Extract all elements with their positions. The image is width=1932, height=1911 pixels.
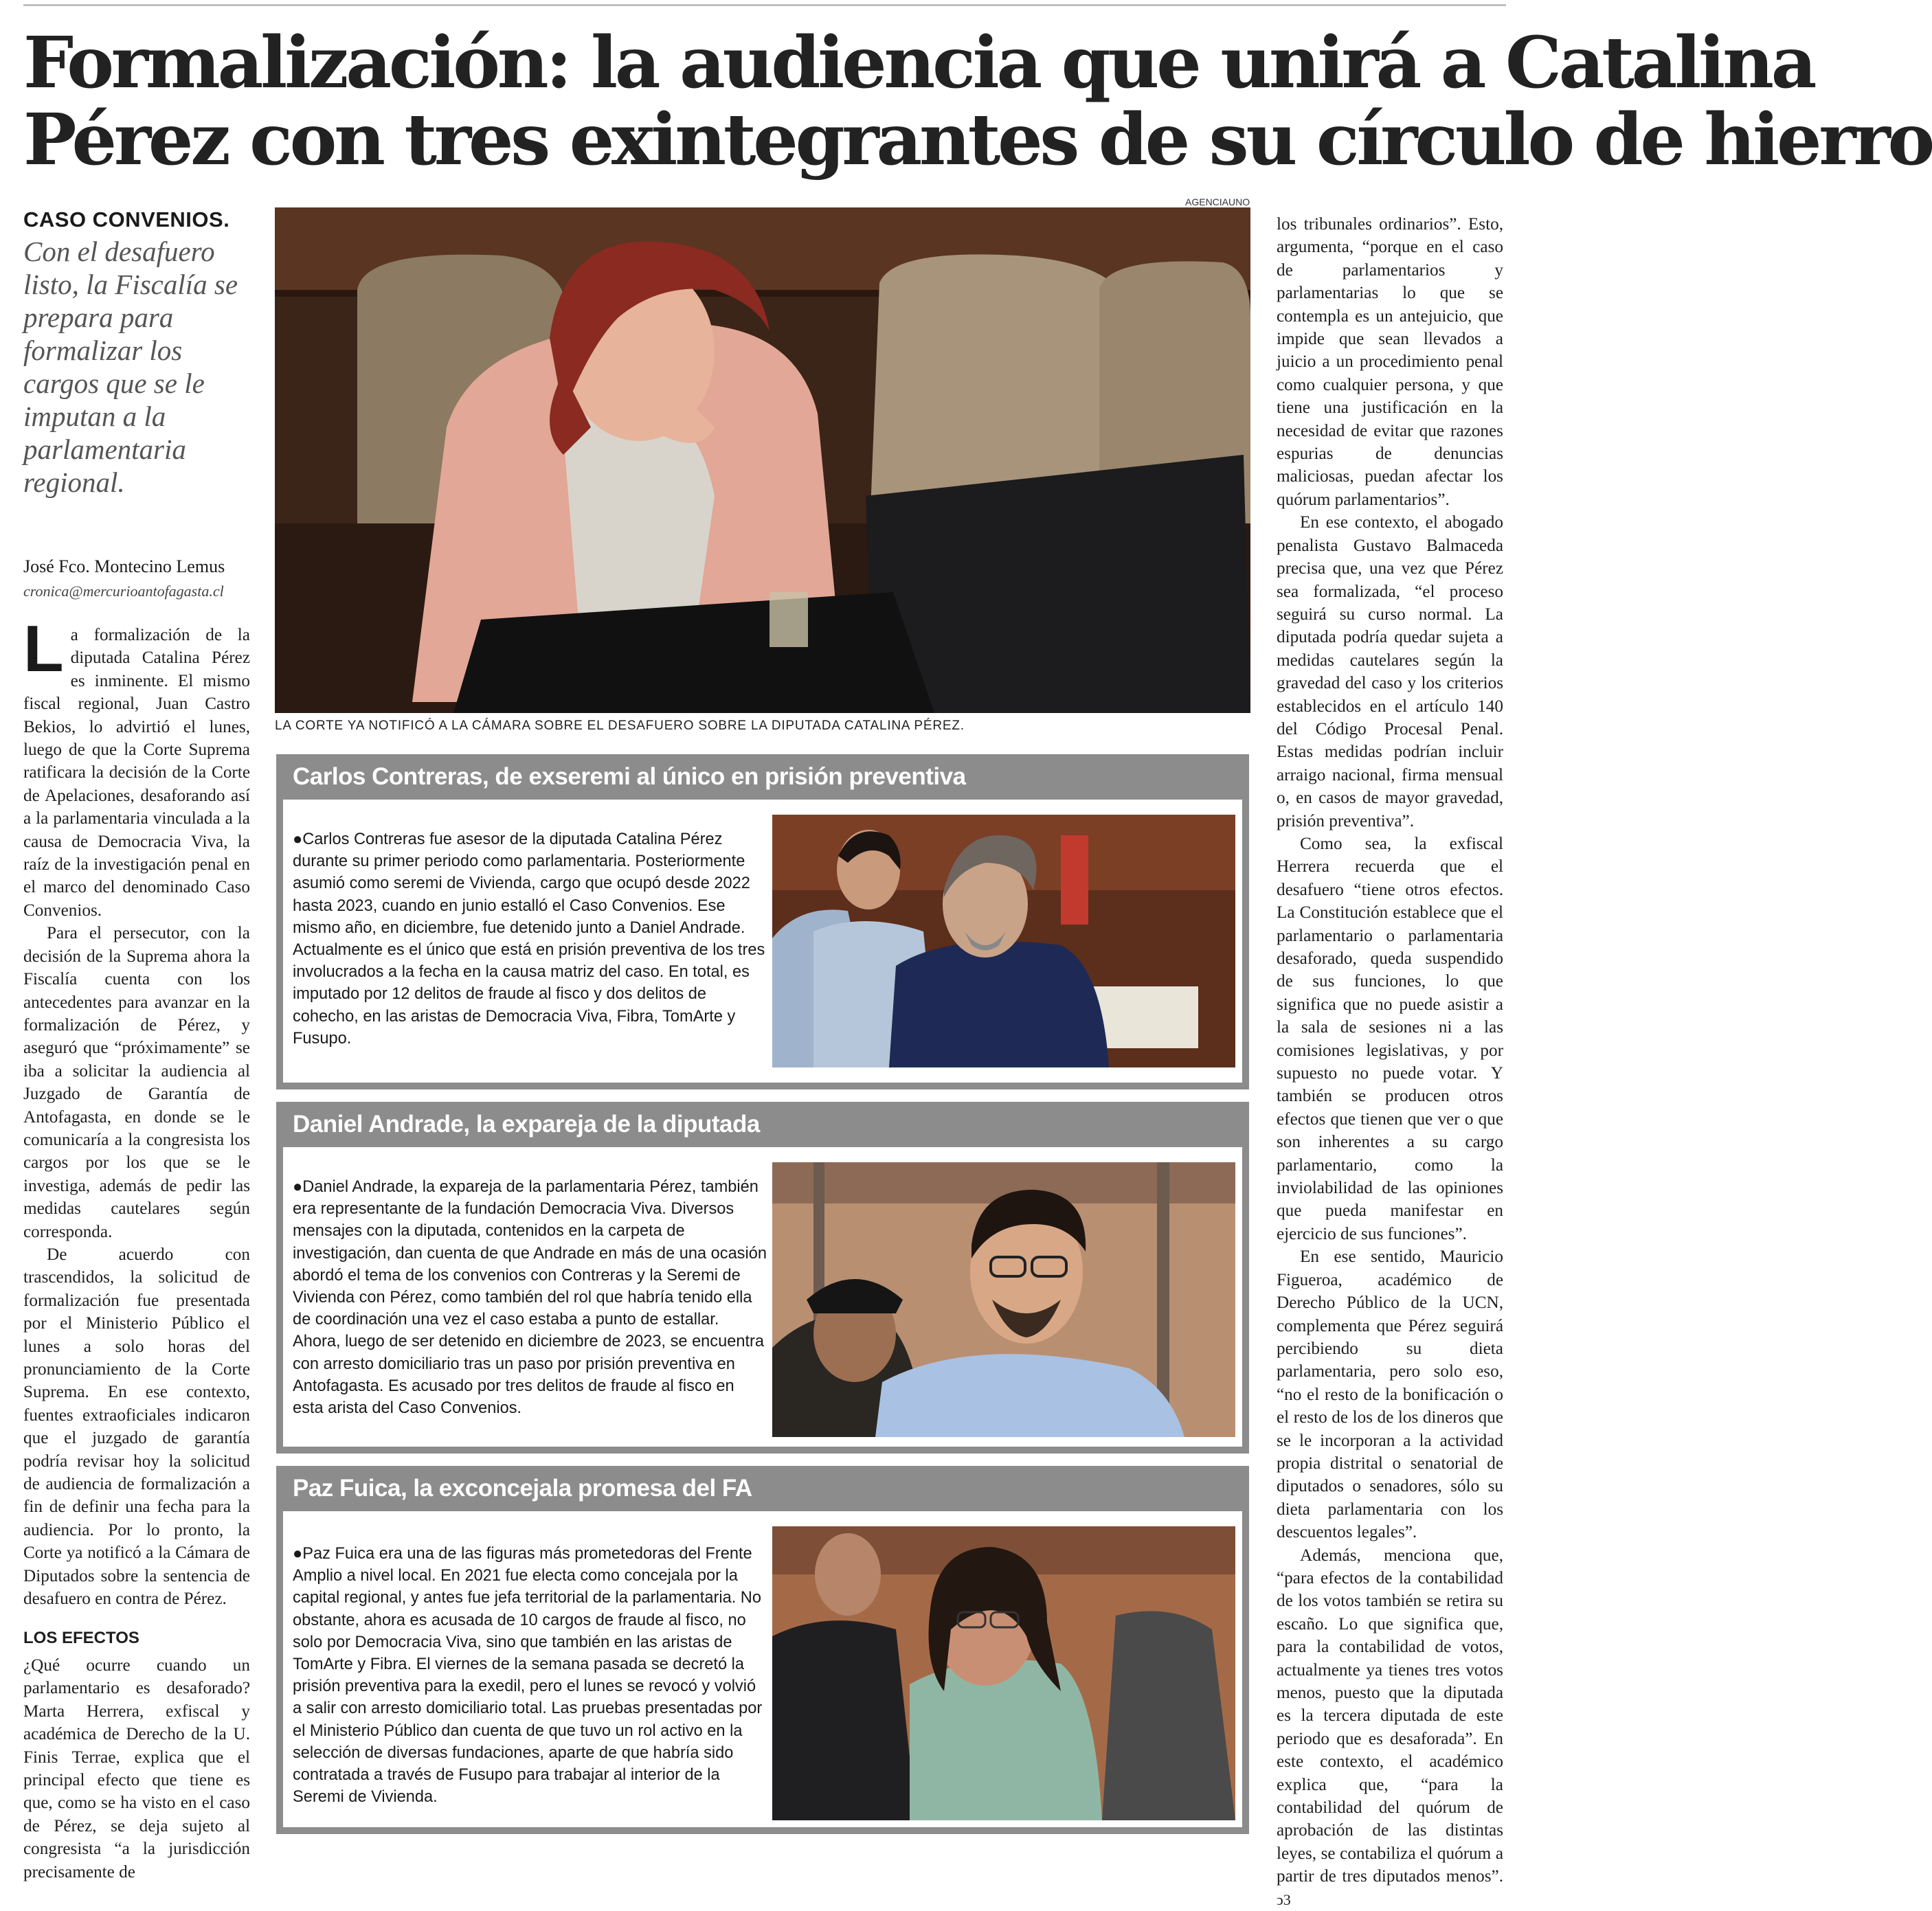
main-photo-illustration [275, 207, 1250, 713]
body-text-1: a formalización de la diputada Catalina Pérez es inminente. El mismo fiscal regional, Juan Castro Bekios, lo advirtió el lunes, luego de que la Corte Suprema ratificara la decisión de la Corte de Apelaciones, desaforando así a la parlamentaria vinculada a la causa de Democracia Viva, la raíz de la investigación penal en el marco del denominado Caso Convenios. [23, 626, 250, 920]
headline [23, 21, 1932, 181]
photo-andrade-illustration [772, 1162, 1235, 1437]
right-paragraph-4: En ese sentido, Mauricio Figueroa, académico de Derecho Público de la UCN, complementa que Pérez seguirá percibiendo su dieta parlamentaria, pero solo eso, “no el resto de la bonificación o el resto de los de los dineros que se le incorporan a la actividad propia distrital o senatorial de diputados o senadores, sólo su dieta parlamentaria con los descuentos legales”. [1277, 1247, 1503, 1542]
drop-cap: L [23, 612, 64, 686]
right-paragraph-2: En ese contexto, el abogado penalista Gustavo Balmaceda precisa que, una vez que Pérez sea formalizada, “el proceso seguirá su curso normal. La diputada podría quedar sujeta a medidas cautelares según la gravedad del caso y los criterios establecidos en el artículo 140 del Código Procesal Penal. Estas medidas podrían incluir arraigo nacional, firma mensual o, en casos de mayor gravedad, prisión preventiva”. [1277, 513, 1503, 830]
byline-email[interactable]: cronica@mercurioantofagasta.cl [23, 583, 224, 600]
box-title-andrade: Daniel Andrade, la expareja de la diputada [283, 1102, 1242, 1147]
box-text-contreras: ●Carlos Contreras fue asesor de la diputada Catalina Pérez durante su primer periodo como parlamentaria. Posteriormente asumió como seremi de Vivienda, cargo que ocupó desde 2022 hasta 2023, cuando en junio estalló el Caso Convenios. Ese mismo año, en diciembre, fue detenido junto a Daniel Andrade. Actualmente es el único que está en prisión preventiva de los tres involucrados a la fecha en la causa matriz del caso. En total, es imputado por 12 delitos de fraude al fisco y dos delitos de cohecho, en las aristas de Democracia Viva, Fibra, TomArte y Fusupo. [293, 830, 765, 1048]
right-paragraph-1: los tribunales ordinarios”. Esto, argumenta, “porque en el caso de parlamentarios y parlamentarias lo que se contempla es un antejuicio, que impide que sean llevados a juicio a un procedimiento penal como cualquier persona, y que tiene una justificación en la necesidad de evitar que razones espurias de denuncias maliciosas, puedan afectar los quórum parlamentarios”. [1277, 215, 1503, 509]
sidebar-box-andrade [276, 1102, 1249, 1454]
photo-contreras [772, 815, 1235, 1067]
byline-author: José Fco. Montecino Lemus [23, 556, 225, 576]
photo-fuica [772, 1526, 1235, 1820]
deck: Con el desafuero listo, la Fiscalía se prepara para formalizar los cargos que se le imputan a la parlamentaria regional. [23, 236, 238, 498]
right-paragraph-3: Como sea, la exfiscal Herrera recuerda que el desafuero “tiene otros efectos. La Constitución establece que el parlamentario o parlamentaria desaforado, queda suspendido de sus funciones, lo que significa que no puede asistir a la sala de sesiones ni a las comisiones legislativas, y por supuesto no puede votar. Y también se producen otros efectos que tienen que ver o que son inherentes a su cargo parlamentario, como la inviolabilidad de las opiniones que pueda manifestar en ejercicio de sus funciones”. [1277, 834, 1503, 1243]
photo-fuica-illustration [772, 1526, 1235, 1820]
right-column [1277, 213, 1503, 1911]
right-text-5: Además, menciona que, “para efectos de la contabilidad de los votos también se retira su escaño. Lo que significa que, para la contabilidad de votos, actualmente ya tienes tres votos menos, puesto que la diputada es la tercera diputada de este periodo que es desaforada”. En este contexto, el académico explica que, “para la contabilidad del quórum de aprobación de las distintas leyes, se contabiliza el quórum a partir de tres diputados menos”. [1277, 1546, 1503, 1886]
body-paragraph-1 [23, 612, 250, 922]
kicker: CASO CONVENIOS. [23, 207, 230, 231]
body-paragraph-2: Para el persecutor, con la decisión de la Suprema ahora la Fiscalía cuenta con los antecedentes para avanzar en la formalización de Pérez, y aseguró que “próximamente” se iba a solicitar la audiencia al Juzgado de Garantía de Antofagasta, en donde se le comunicaría a la congresista los cargos por los que se le investiga, además de pedir las medidas cautelares según corresponda. [23, 924, 250, 1241]
photo-caption: LA CORTE YA NOTIFICÓ A LA CÁMARA SOBRE EL DESAFUERO SOBRE LA DIPUTADA CATALINA PÉREZ. [275, 719, 965, 733]
right-paragraph-5 [1277, 1544, 1503, 1911]
box-text-andrade: ●Daniel Andrade, la expareja de la parlamentaria Pérez, también era representante de la fundación Democracia Viva. Diversos mensajes con la diputada, contenidos en la carpeta de investigación, dan cuenta de que Andrade en más de una ocasión abordó el tema de los convenios con Contreras y la Seremi de Vivienda con Pérez, como también del rol que habría tenido ella de coordinación una vez el caso estaba a punto de estallar. Ahora, luego de ser detenido en diciembre de 2023, se encuentra con arresto domiciliario tras un paso por prisión preventiva en Antofagasta. Es acusado por tres delitos de fraude al fisco en esta arista del Caso Convenios. [293, 1178, 767, 1418]
box-text-fuica: ●Paz Fuica era una de las figuras más prometedoras del Frente Amplio a nivel local. En 2021 fue electa como concejala por la capital regional, y antes fue jefa territorial de la parlamentaria. No obstante, ahora es acusada de 10 cargos de fraude al fisco, no solo por Democracia Viva, sino que también en las aristas de TomArte y Fibra. El viernes de la semana pasada se decretó la prisión preventiva para la exedil, pero el lunes se revocó y volvió a salir con arresto domiciliario total. Las pruebas presentadas por el Ministerio Público dan cuenta de que tuvo un rol activo en la selección de diversas fundaciones, aparte de que habría sido contratada a través de Fusupo para trabajar al interior de la Seremi de Vivienda. [293, 1545, 763, 1807]
end-mark-icon: ↄ3 [1277, 1890, 1291, 1908]
photo-credit: AGENCIAUNO [1185, 196, 1250, 207]
box-title-fuica: Paz Fuica, la exconcejala promesa del FA [283, 1466, 1242, 1511]
headline-line-2: Pérez con tres exintegrantes de su círculo de hierro [23, 98, 1932, 181]
headline-line-1: Formalización: la audiencia que unirá a Catalina [23, 21, 1815, 104]
photo-contreras-illustration [772, 815, 1235, 1067]
left-column [23, 612, 250, 1884]
body-paragraph-3: De acuerdo con trascendidos, la solicitud de formalización fue presentada por el Ministerio Público el lunes a solo horas del pronunciamiento de la Corte Suprema. En ese contexto, fuentes extraoficiales indicaron que el juzgado de garantía podría revisar hoy la solicitud de audiencia de formalización a fin de definir una fecha para la audiencia. Por lo pronto, la Corte ya notificó a la Cámara de Diputados sobre la sentencia de desafuero en contra de Pérez. [23, 1245, 250, 1609]
photo-andrade [772, 1162, 1235, 1437]
top-rule [23, 4, 1506, 6]
subhead-efectos: LOS EFECTOS [23, 1629, 139, 1648]
sidebar-box-fuica [276, 1466, 1249, 1834]
sidebar-box-contreras [276, 754, 1249, 1089]
body-paragraph-4: ¿Qué ocurre cuando un parlamentario es desaforado? Marta Herrera, exfiscal y académica de Derecho de la U. Finis Terrae, explica que el principal efecto que tiene es que, como se ha visto en el caso de Pérez, se deja sujeto al congresista “a la jurisdicción precisamente de [23, 1655, 250, 1881]
box-title-contreras: Carlos Contreras, de exseremi al único en prisión preventiva [283, 754, 1242, 800]
main-photo [275, 207, 1250, 713]
